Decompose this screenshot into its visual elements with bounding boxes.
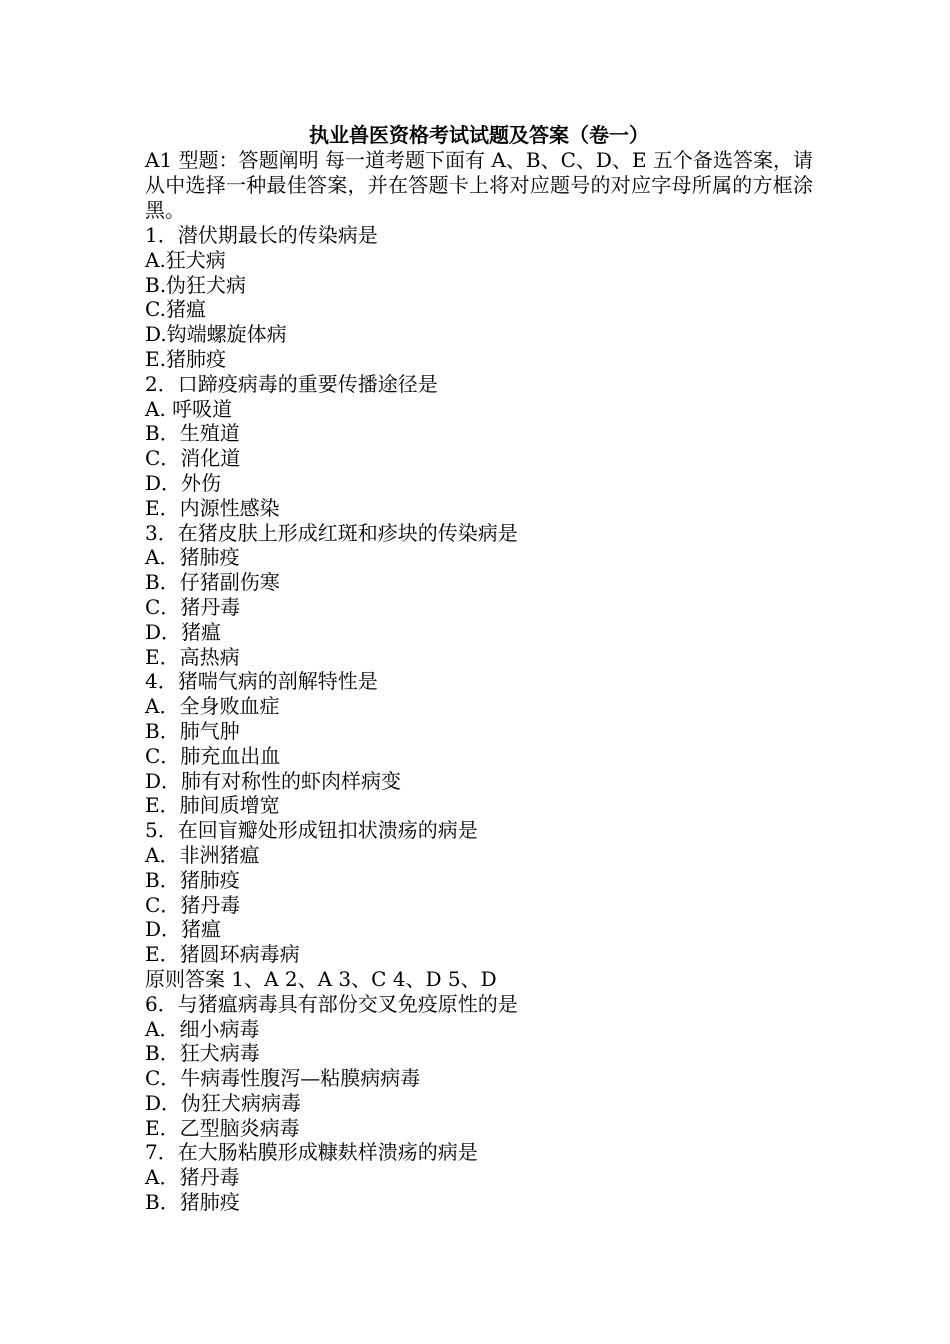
answer-option: E.猪肺疫 [145,346,226,371]
answer-option: C．肺充血出血 [145,743,281,768]
answer-option: A. 呼吸道 [145,396,233,421]
answer-option: C．消化道 [145,446,241,471]
answer-option: D．外伤 [145,470,222,495]
answer-option: A.狂犬病 [145,247,226,272]
question-stem: 6．与猪瘟病毒具有部份交叉免疫原性的是 [145,991,518,1016]
answer-option: A．全身败血症 [145,694,280,719]
answer-option: E．内源性感染 [145,495,280,520]
answer-option: C．猪丹毒 [145,892,241,917]
answer-key: 原则答案 1、A 2、A 3、C 4、D 5、D [145,966,497,991]
question-stem: 5．在回盲瓣处形成钮扣状溃疡的病是 [145,818,478,843]
answer-option: E．肺间质增宽 [145,793,280,818]
answer-option: D．猪瘟 [145,917,222,942]
answer-option: B.伪狂犬病 [145,272,247,297]
answer-option: C．牛病毒性腹泻—粘膜病病毒 [145,1066,421,1091]
answer-option: D．肺有对称性的虾肉样病变 [145,768,402,793]
answer-option: A．细小病毒 [145,1016,260,1041]
answer-option: A．猪丹毒 [145,1165,240,1190]
answer-option: D.钩端螺旋体病 [145,322,287,347]
answer-option: E．乙型脑炎病毒 [145,1115,300,1140]
answer-option: B．生殖道 [145,421,240,446]
question-stem: 4．猪喘气病的剖解特性是 [145,669,378,694]
answer-option: E．猪圆环病毒病 [145,942,300,967]
answer-option: C.猪瘟 [145,297,206,322]
answer-option: A．非洲猪瘟 [145,842,260,867]
answer-option: C．猪丹毒 [145,594,241,619]
answer-option: B．狂犬病毒 [145,1041,260,1066]
answer-option: B．猪肺疫 [145,1190,240,1215]
question-stem: 1．潜伏期最长的传染病是 [145,223,378,247]
document-body [145,122,813,1215]
answer-option: B．仔猪副伤寒 [145,570,280,595]
question-stem: 7．在大肠粘膜形成糠麸样溃疡的病是 [145,1140,478,1165]
answer-option: E．高热病 [145,644,240,669]
instructions-paragraph: A1 型题：答题阐明 每一道考题下面有 A、B、C、D、E 五个备选答案，请从中选择一种最佳答案，并在答题卡上将对应题号的对应字母所属的方框涂黑。 [145,148,813,222]
question-stem: 2．口蹄疫病毒的重要传播途径是 [145,371,438,396]
question-list [145,223,813,1215]
answer-option: D．伪狂犬病病毒 [145,1090,302,1115]
question-stem: 3．在猪皮肤上形成红斑和疹块的传染病是 [145,520,518,545]
answer-option: D．猪瘟 [145,619,222,644]
answer-option: B．猪肺疫 [145,867,240,892]
answer-option: B．肺气肿 [145,718,240,743]
document-title: 执业兽医资格考试试题及答案（卷一） [309,123,649,147]
answer-option: A．猪肺疫 [145,545,240,570]
